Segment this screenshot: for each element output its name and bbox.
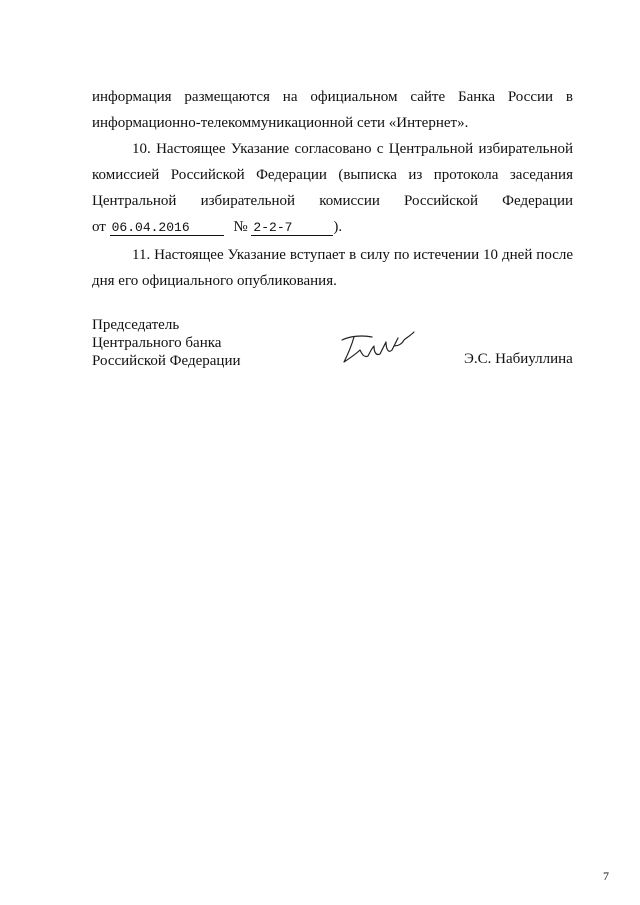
paragraph-11-line-1: 11. Настоящее Указание вступает в силу по истечении 10 дней после bbox=[132, 247, 573, 263]
signatory-title-line-1: Председатель bbox=[92, 317, 180, 333]
paragraph-10-line-2: комиссией Российской Федерации (выписка из протокола заседания bbox=[92, 167, 573, 183]
paragraph-11-line-2: дня его официального опубликования. bbox=[92, 273, 337, 289]
number-label: № bbox=[233, 219, 248, 235]
signatory-title bbox=[92, 316, 241, 370]
handwritten-signature bbox=[336, 328, 418, 368]
closing-paren: ). bbox=[333, 219, 343, 235]
paragraph-9-line-1: информация размещаются на официальном сайте Банка России в bbox=[92, 89, 573, 105]
paragraph-10-line-4 bbox=[92, 218, 573, 236]
signatory-title-line-2: Центрального банка bbox=[92, 335, 222, 351]
paragraph-10-line-1: 10. Настоящее Указание согласовано с Центральной избирательной bbox=[132, 141, 573, 157]
page-number: 7 bbox=[603, 869, 609, 883]
protocol-number: 2-2-7 bbox=[251, 221, 333, 236]
paragraph-10-line-3: Центральной избирательной комиссии Российской Федерации bbox=[92, 193, 573, 209]
signatory-title-line-3: Российской Федерации bbox=[92, 353, 241, 369]
signer-name: Э.С. Набиуллина bbox=[464, 351, 573, 367]
from-label: от bbox=[92, 219, 106, 235]
protocol-date: 06.04.2016 bbox=[110, 221, 224, 236]
paragraph-9-line-2: информационно-телекоммуникационной сети «Интернет». bbox=[92, 115, 469, 131]
